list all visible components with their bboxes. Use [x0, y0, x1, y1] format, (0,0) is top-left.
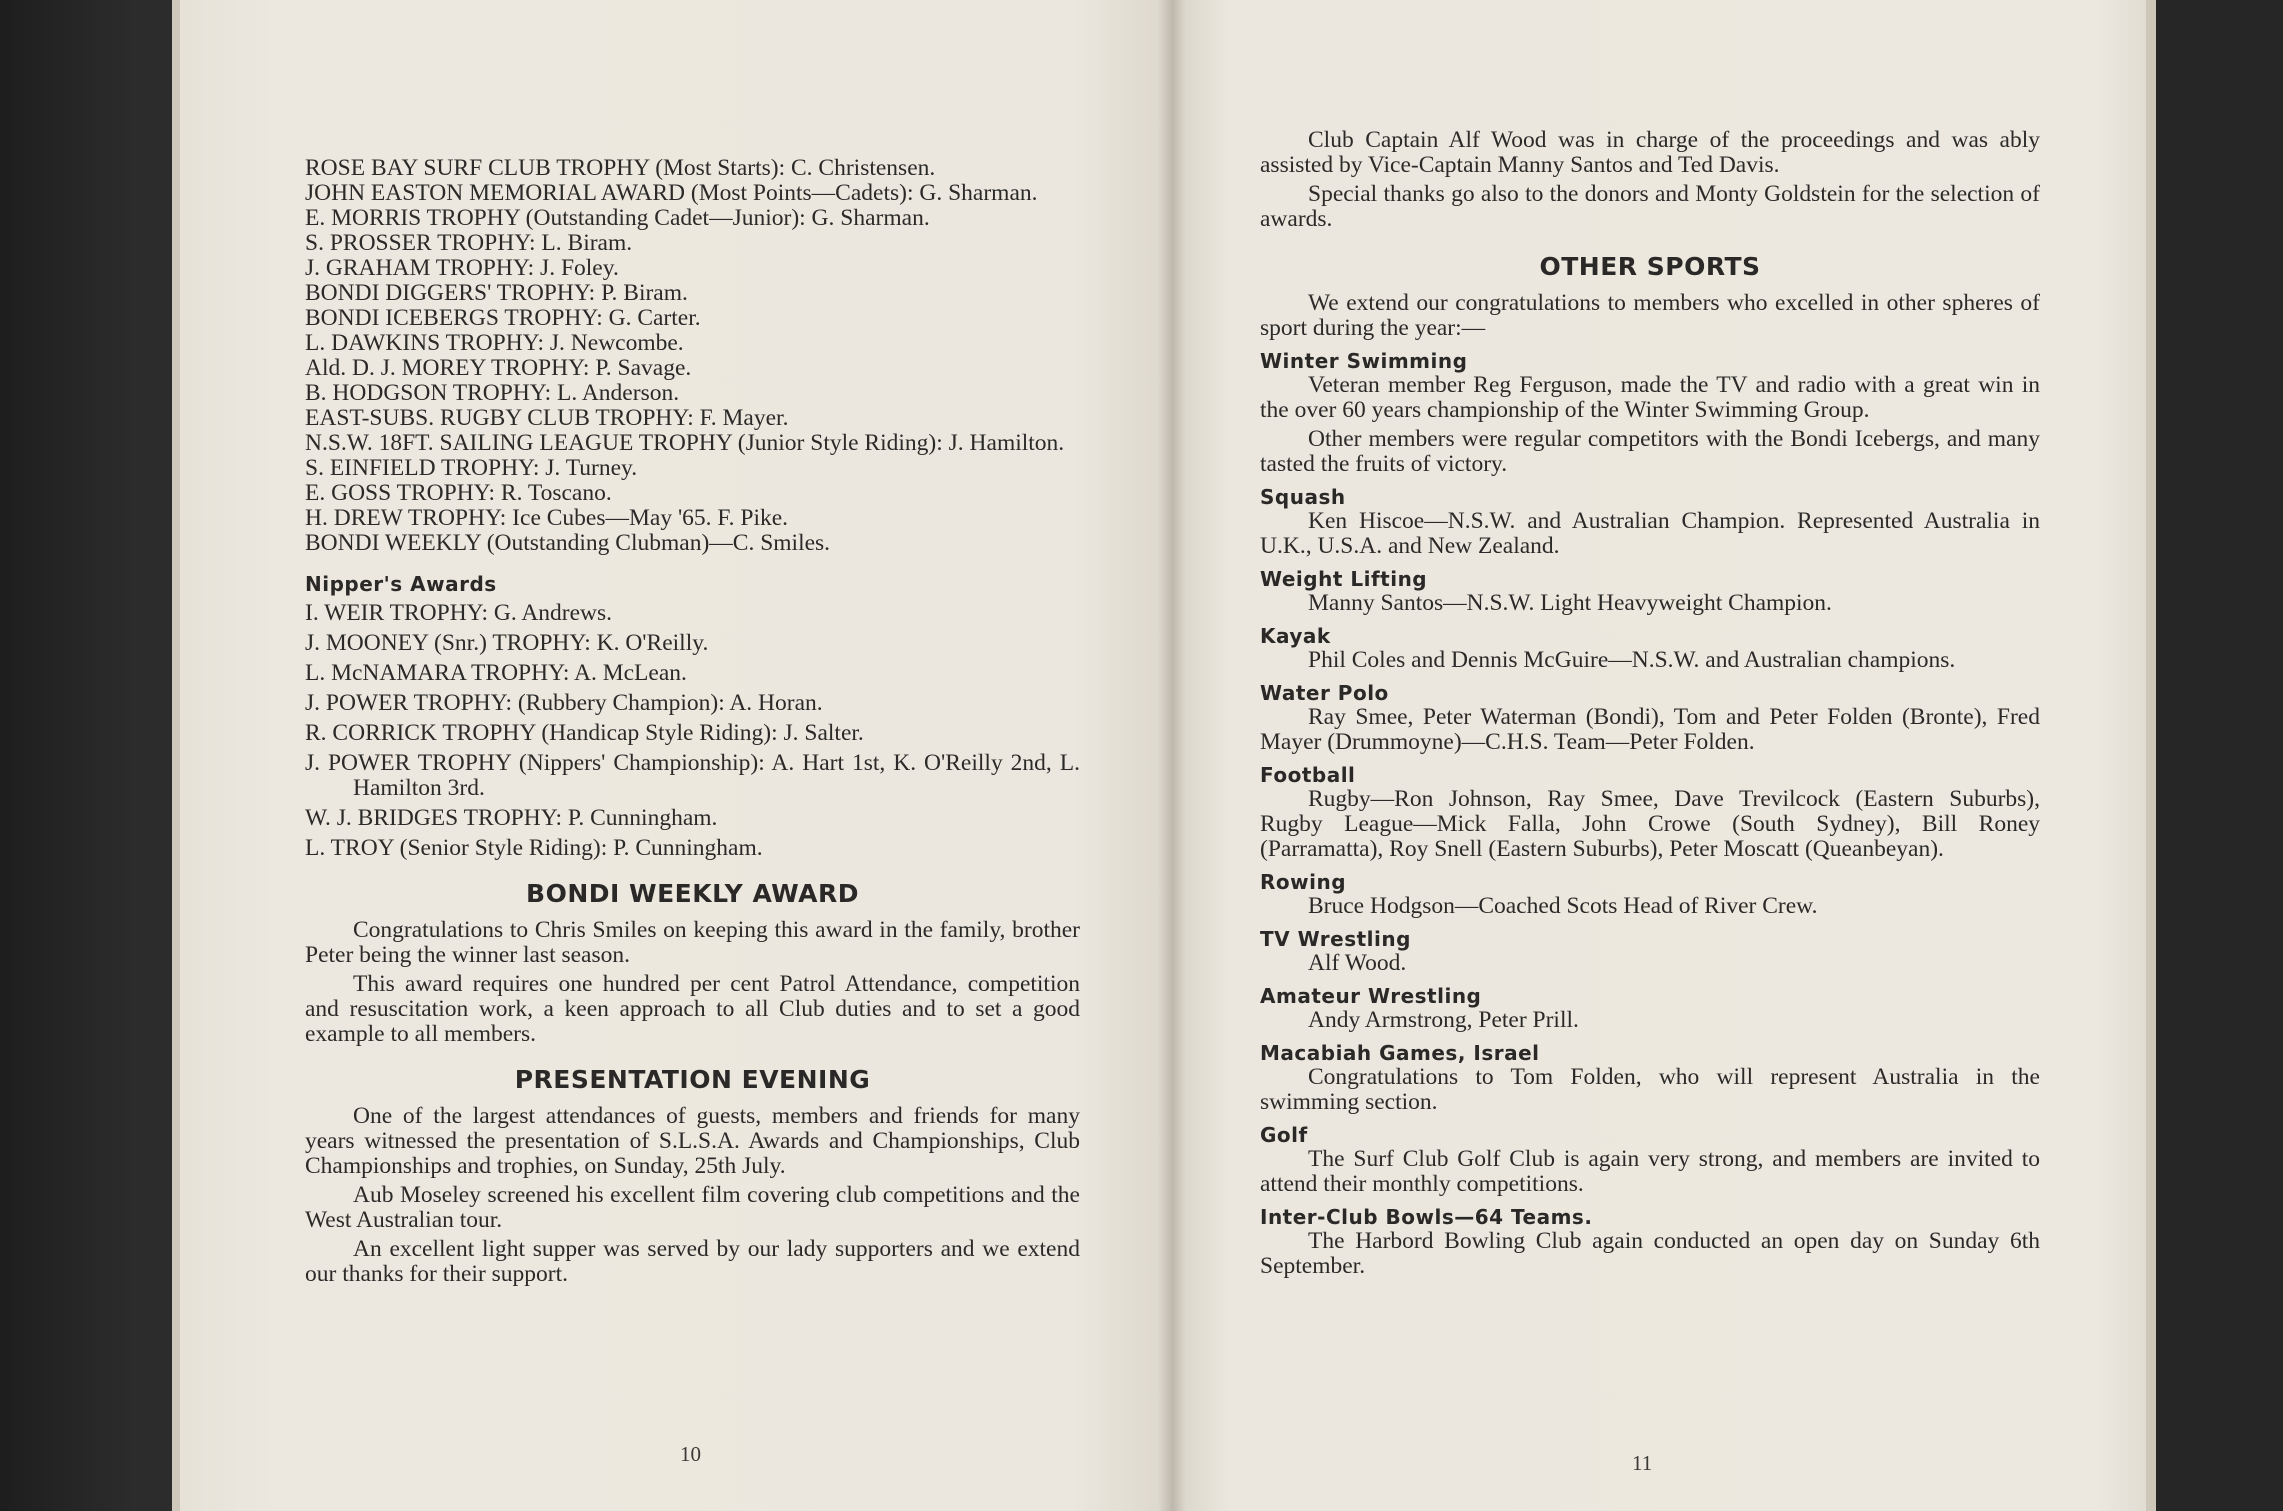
- sport-section: [1260, 681, 2040, 755]
- award-item: Ald. D. J. MOREY TROPHY: P. Savage.: [305, 355, 692, 381]
- sport-section: [1260, 349, 2040, 477]
- sport-section: [1260, 485, 2040, 559]
- bondi-weekly-paragraph: This award requires one hundred per cent Patrol Attendance, competition and resuscitation work, a keen approach to all Club duties and to set a good example to all members.: [305, 971, 1080, 1047]
- presentation-paragraph: One of the largest attendances of guests, members and friends for many years witnessed the presentation of S.L.S.A. Awards and Championships, Club Championships and trophies, on Sunday, 25th July.: [305, 1103, 1080, 1179]
- sport-paragraph: The Surf Club Golf Club is again very strong, and members are invited to attend their monthly competitions.: [1260, 1146, 2040, 1197]
- award-item: BONDI ICEBERGS TROPHY: G. Carter.: [305, 305, 701, 331]
- sport-title: Squash: [1260, 485, 1346, 509]
- intro-paragraph: Special thanks go also to the donors and Monty Goldstein for the selection of awards.: [1260, 181, 2040, 232]
- sport-paragraph: Phil Coles and Dennis McGuire—N.S.W. and Australian champions.: [1308, 647, 1956, 673]
- sport-paragraph: Manny Santos—N.S.W. Light Heavyweight Champion.: [1308, 590, 1832, 616]
- bondi-weekly-award-heading: BONDI WEEKLY AWARD: [526, 879, 859, 908]
- sport-title: Water Polo: [1260, 681, 1389, 705]
- nipper-award-item: L. TROY (Senior Style Riding): P. Cunningham.: [305, 835, 763, 861]
- nipper-award-item: J. POWER TROPHY: (Rubbery Champion): A. Horan.: [305, 690, 823, 716]
- award-item: ROSE BAY SURF CLUB TROPHY (Most Starts): C. Christensen.: [305, 155, 936, 181]
- sport-title: Golf: [1260, 1123, 1308, 1147]
- sport-title: Winter Swimming: [1260, 349, 1468, 373]
- award-item: JOHN EASTON MEMORIAL AWARD (Most Points—Cadets): G. Sharman.: [305, 180, 1038, 206]
- sport-section: [1260, 1123, 2040, 1197]
- sport-section: [1260, 567, 2040, 616]
- presentation-paragraph: Aub Moseley screened his excellent film covering club competitions and the West Australian tour.: [305, 1182, 1080, 1233]
- sport-title: Rowing: [1260, 870, 1347, 894]
- sport-paragraph: Veteran member Reg Ferguson, made the TV and radio with a great win in the over 60 years championship of the Winter Swimming Group.: [1260, 372, 2040, 423]
- sport-paragraph: Congratulations to Tom Folden, who will represent Australia in the swimming section.: [1260, 1064, 2040, 1115]
- sport-paragraph: Bruce Hodgson—Coached Scots Head of River Crew.: [1308, 893, 1818, 919]
- sport-title: Amateur Wrestling: [1260, 984, 1482, 1008]
- other-sports-intro: We extend our congratulations to members who excelled in other spheres of sport during the year:—: [1260, 290, 2040, 341]
- sport-paragraph: Ray Smee, Peter Waterman (Bondi), Tom and Peter Folden (Bronte), Fred Mayer (Drummoyne)—C.H.S. Team—Peter Folden.: [1260, 704, 2040, 755]
- sport-paragraph: Other members were regular competitors with the Bondi Icebergs, and many tasted the fruits of victory.: [1260, 426, 2040, 477]
- left-page-column: [305, 156, 1080, 1287]
- award-item: E. MORRIS TROPHY (Outstanding Cadet—Junior): G. Sharman.: [305, 205, 930, 231]
- nipper-award-item: R. CORRICK TROPHY (Handicap Style Riding): J. Salter.: [305, 720, 864, 746]
- award-item: S. PROSSER TROPHY: L. Biram.: [305, 230, 633, 256]
- sport-title: Inter-Club Bowls—64 Teams.: [1260, 1205, 1593, 1229]
- left-page: [172, 0, 1172, 1511]
- nipper-award-item: I. WEIR TROPHY: G. Andrews.: [305, 600, 613, 626]
- award-item: H. DREW TROPHY: Ice Cubes—May '65. F. Pike.: [305, 505, 789, 531]
- nippers-list: [305, 601, 1080, 861]
- award-item: L. DAWKINS TROPHY: J. Newcombe.: [305, 330, 684, 356]
- bondi-weekly-paragraph: Congratulations to Chris Smiles on keeping this award in the family, brother Peter being the winner last season.: [305, 917, 1080, 968]
- page-number: 11: [1632, 1451, 1653, 1475]
- sport-paragraph: Rugby—Ron Johnson, Ray Smee, Dave Trevilcock (Eastern Suburbs), Rugby League—Mick Falla, John Crowe (South Sydney), Bill Roney (Parramatta), Roy Snell (Eastern Suburbs), Peter Moscatt (Queanbeyan).: [1260, 786, 2040, 862]
- nipper-award-item: J. POWER TROPHY (Nippers' Championship): A. Hart 1st, K. O'Reilly 2nd, L. Hamilton 3rd.: [305, 750, 1080, 801]
- sport-section: [1260, 1205, 2040, 1279]
- sport-section: [1260, 984, 2040, 1033]
- award-item: EAST-SUBS. RUGBY CLUB TROPHY: F. Mayer.: [305, 405, 789, 431]
- sport-section: [1260, 624, 2040, 673]
- sport-section: [1260, 927, 2040, 976]
- awards-list: [305, 156, 1080, 556]
- sport-title: Macabiah Games, Israel: [1260, 1041, 1540, 1065]
- award-item: E. GOSS TROPHY: R. Toscano.: [305, 480, 612, 506]
- award-item: S. EINFIELD TROPHY: J. Turney.: [305, 455, 638, 481]
- right-page-column: [1260, 128, 2040, 1279]
- sport-paragraph: Andy Armstrong, Peter Prill.: [1308, 1007, 1579, 1033]
- sport-title: Kayak: [1260, 624, 1331, 648]
- sport-title: Weight Lifting: [1260, 567, 1428, 591]
- nipper-award-item: J. MOONEY (Snr.) TROPHY: K. O'Reilly.: [305, 630, 709, 656]
- page-number: 10: [680, 1442, 701, 1466]
- sport-section: [1260, 1041, 2040, 1115]
- presentation-evening-heading: PRESENTATION EVENING: [514, 1065, 871, 1094]
- award-item: N.S.W. 18FT. SAILING LEAGUE TROPHY (Junior Style Riding): J. Hamilton.: [305, 430, 1065, 456]
- award-item: B. HODGSON TROPHY: L. Anderson.: [305, 380, 680, 406]
- sport-paragraph: Ken Hiscoe—N.S.W. and Australian Champion. Represented Australia in U.K., U.S.A. and New Zealand.: [1260, 508, 2040, 559]
- nippers-awards-heading: Nipper's Awards: [305, 572, 497, 596]
- sport-paragraph: The Harbord Bowling Club again conducted an open day on Sunday 6th September.: [1260, 1228, 2040, 1279]
- nipper-award-item: L. McNAMARA TROPHY: A. McLean.: [305, 660, 687, 686]
- sport-section: [1260, 763, 2040, 862]
- nipper-award-item: W. J. BRIDGES TROPHY: P. Cunningham.: [305, 805, 718, 831]
- right-page: [1172, 0, 2156, 1511]
- presentation-paragraph: An excellent light supper was served by our lady supporters and we extend our thanks for their support.: [305, 1236, 1080, 1287]
- intro-paragraph: Club Captain Alf Wood was in charge of the proceedings and was ably assisted by Vice-Captain Manny Santos and Ted Davis.: [1260, 127, 2040, 178]
- sport-title: Football: [1260, 763, 1356, 787]
- sport-paragraph: Alf Wood.: [1308, 950, 1407, 976]
- sport-title: TV Wrestling: [1260, 927, 1411, 951]
- award-item: BONDI WEEKLY (Outstanding Clubman)—C. Smiles.: [305, 530, 831, 556]
- award-item: BONDI DIGGERS' TROPHY: P. Biram.: [305, 280, 688, 306]
- sport-section: [1260, 870, 2040, 919]
- book-gutter: [1158, 0, 1186, 1511]
- award-item: J. GRAHAM TROPHY: J. Foley.: [305, 255, 619, 281]
- other-sports-heading: OTHER SPORTS: [1539, 252, 1761, 281]
